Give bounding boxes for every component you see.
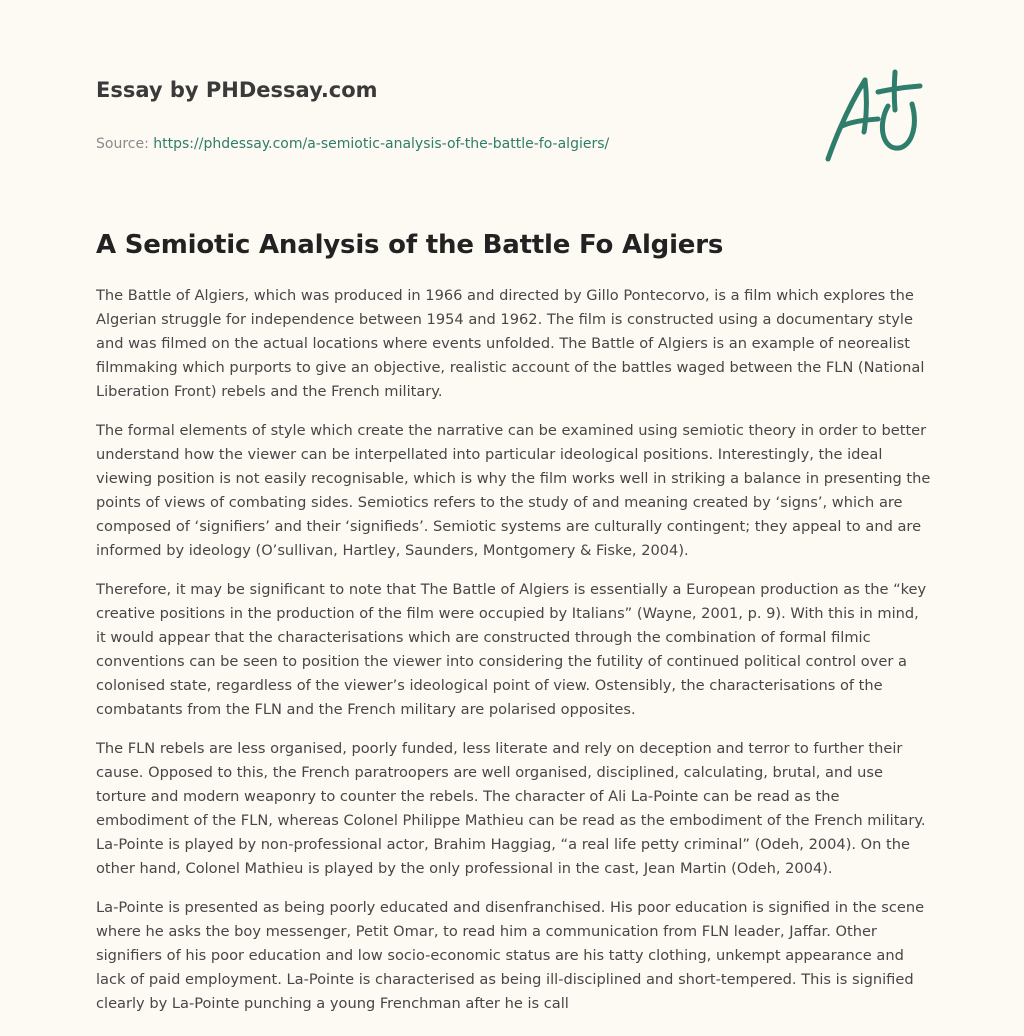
paragraph: The formal elements of style which create the narrative can be examined using semiotic theory in order to better understand how the viewer can be interpellated into particular ideological positions. Interestingly, the ideal viewing position is not easily recognisable, which is why the film works well in striking a balance in presenting the points of views of combating sides. Semiotics refers to the study of and meaning created by ‘signs’, which are composed of ‘signifiers’ and their ‘signifieds’. Semiotic systems are culturally contingent; they appeal to and are informed by ideology (O’sullivan, Hartley, Saunders, Montgomery & Fiske, 2004). [96,422,931,559]
a-plus-logo-icon [820,66,930,166]
article-title: A Semiotic Analysis of the Battle Fo Algiers [96,230,724,260]
paragraph: The Battle of Algiers, which was produced in 1966 and directed by Gillo Pontecorvo, is a film which explores the Algerian struggle for independence between 1954 and 1962. The film is constructed using a documentary style and was filmed on the actual locations where events unfolded. The Battle of Algiers is an example of neorealist filmmaking which purports to give an objective, realistic account of the battles waged between the FLN (National Liberation Front) rebels and the French military. [96,287,925,400]
source-line [96,134,796,154]
article-body [96,284,932,1031]
site-brand: Essay by PHDessay.com [96,78,378,102]
page-header [96,76,796,154]
source-label: Source: [96,136,149,152]
paragraph: The FLN rebels are less organised, poorly funded, less literate and rely on deception and terror to further their cause. Opposed to this, the French paratroopers are well organised, disciplined, calculating, brutal, and use torture and modern weaponry to counter the rebels. The character of Ali La-Pointe can be read as the embodiment of the FLN, whereas Colonel Philippe Mathieu can be read as the embodiment of the French military. La-Pointe is played by non-professional actor, Brahim Haggiag, “a real life petty criminal” (Odeh, 2004). On the other hand, Colonel Mathieu is played by the only professional in the cast, Jean Martin (Odeh, 2004). [96,740,926,877]
source-link[interactable]: https://phdessay.com/a-semiotic-analysis-of-the-battle-fo-algiers/ [153,136,610,152]
paragraph: Therefore, it may be significant to note that The Battle of Algiers is essentially a European production as the “key creative positions in the production of the film were occupied by Italians” (Wayne, 2001, p. 9). With this in mind, it would appear that the characterisations which are constructed through the combination of formal filmic conventions can be seen to position the viewer into considering the futility of continued political control over a colonised state, regardless of the viewer’s ideological point of view. Ostensibly, the characterisations of the combatants from the FLN and the French military are polarised opposites. [96,581,927,718]
paragraph: La-Pointe is presented as being poorly educated and disenfranchised. His poor education is signified in the scene where he asks the boy messenger, Petit Omar, to read him a communication from FLN leader, Jaffar. Other signifiers of his poor education and low socio-economic status are his tatty clothing, unkempt appearance and lack of paid employment. La-Pointe is characterised as being ill-disciplined and short-tempered. This is signified clearly by La-Pointe punching a young Frenchman after he is call [96,899,925,1012]
